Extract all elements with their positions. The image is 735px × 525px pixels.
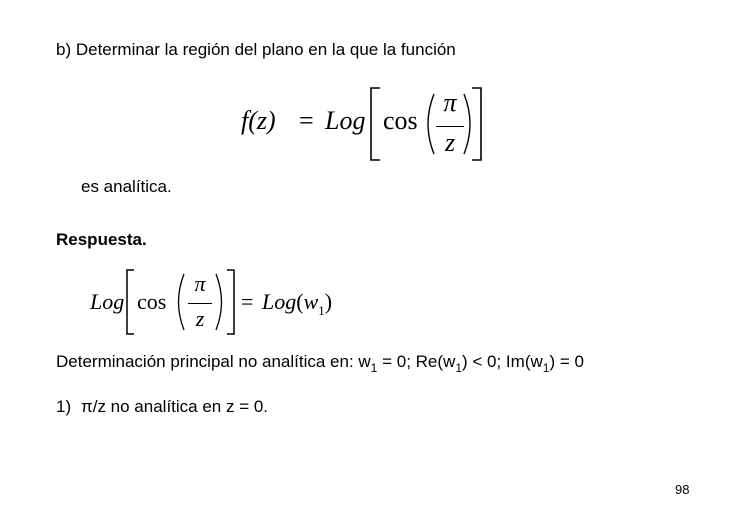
formula2-numerator: π: [194, 271, 206, 296]
formula1-numerator: π: [443, 88, 457, 117]
formula2-equals: =: [241, 289, 254, 314]
determination-mid-2: ) < 0; Im(w: [462, 352, 543, 371]
determination-sub-1: 1: [370, 361, 378, 375]
formula1-log: Log: [325, 106, 366, 135]
formula2-cos: cos: [137, 289, 167, 314]
problem-statement: b) Determinar la región del plano en la que la función: [56, 40, 456, 59]
list-item-text: π/z no analítica en z = 0.: [81, 397, 269, 416]
formula1-equals: =: [299, 106, 314, 135]
answer-heading: Respuesta.: [56, 230, 147, 249]
formula2-denominator: z: [195, 306, 205, 331]
determination-sub-3: 1: [542, 361, 550, 375]
page-number: 98: [675, 482, 690, 497]
formula2-log: Log: [90, 289, 125, 314]
formula1-fraction-bar: [436, 126, 464, 127]
determination-mid-1: = 0; Re(w: [377, 352, 456, 371]
determination-sub-2: 1: [455, 361, 462, 375]
formula2-log-rhs: Log: [262, 289, 297, 314]
formula1-denominator: z: [444, 128, 456, 157]
determination-end: ) = 0: [549, 352, 584, 371]
formula1-fz: f(z): [241, 106, 276, 135]
formula1-cos: cos: [383, 106, 418, 135]
determination-line: [56, 352, 584, 375]
formula2-rhs: $Log(w_1)$: [262, 289, 333, 318]
formula2-w-sub: 1: [318, 303, 325, 318]
determination-prefix: Determinación principal no analítica en: w: [56, 352, 371, 371]
problem-conclusion: es analítica.: [81, 177, 172, 196]
formula2-w: w: [303, 289, 319, 314]
list-item-number: 1): [56, 397, 72, 416]
formula2-fraction-bar: [188, 303, 212, 304]
